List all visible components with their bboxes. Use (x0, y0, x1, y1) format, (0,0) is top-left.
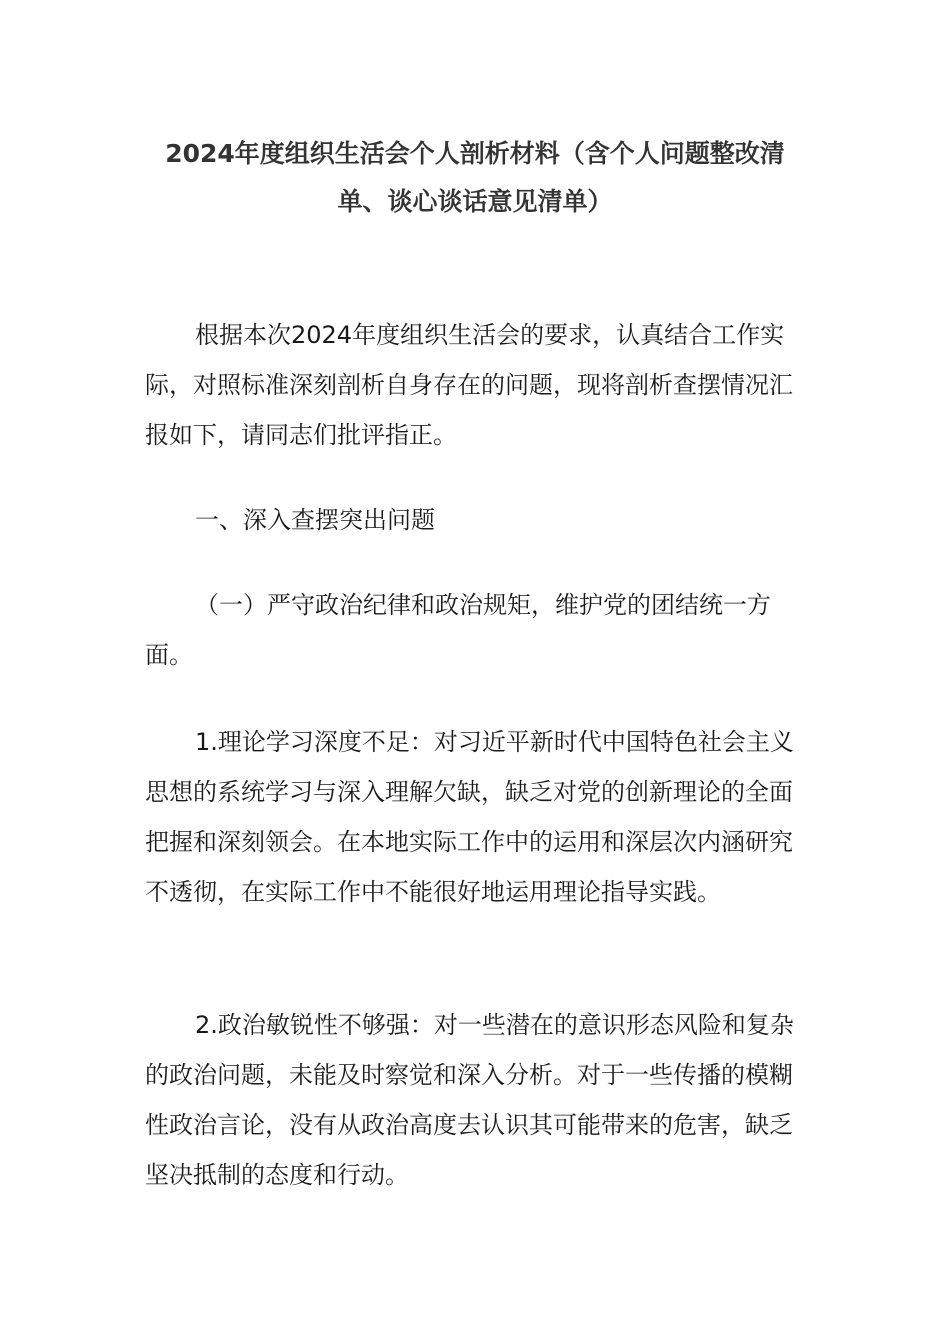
item-2-paragraph: 2.政治敏锐性不够强：对一些潜在的意识形态风险和复杂的政治问题，未能及时察觉和深入分析。对于一些传播的模糊性政治言论，没有从政治高度去认识其可能带来的危害，缺乏坚决抵制的态度和行动。 (145, 1011, 794, 1189)
intro-paragraph: 根据本次2024年度组织生活会的要求，认真结合工作实际，对照标准深刻剖析自身存在的问题，现将剖析查摆情况汇报如下，请同志们批评指正。 (145, 321, 793, 449)
title-line-1: 2024年度组织生活会个人剖析材料（含个人问题整改清 (165, 139, 785, 168)
item-1-paragraph: 1.理论学习深度不足：对习近平新时代中国特色社会主义思想的系统学习与深入理解欠缺，缺乏对党的创新理论的全面把握和深刻领会。在本地实际工作中的运用和深层次内涵研究不透彻，在实际工作中不能很好地运用理论指导实践。 (145, 728, 794, 906)
subsection-heading: （一）严守政治纪律和政治规矩，维护党的团结统一方面。 (145, 591, 771, 669)
document-title (145, 130, 805, 226)
section-heading: 一、深入查摆突出问题 (195, 506, 435, 534)
title-line-2: 单、谈心谈话意见清单） (337, 187, 613, 216)
